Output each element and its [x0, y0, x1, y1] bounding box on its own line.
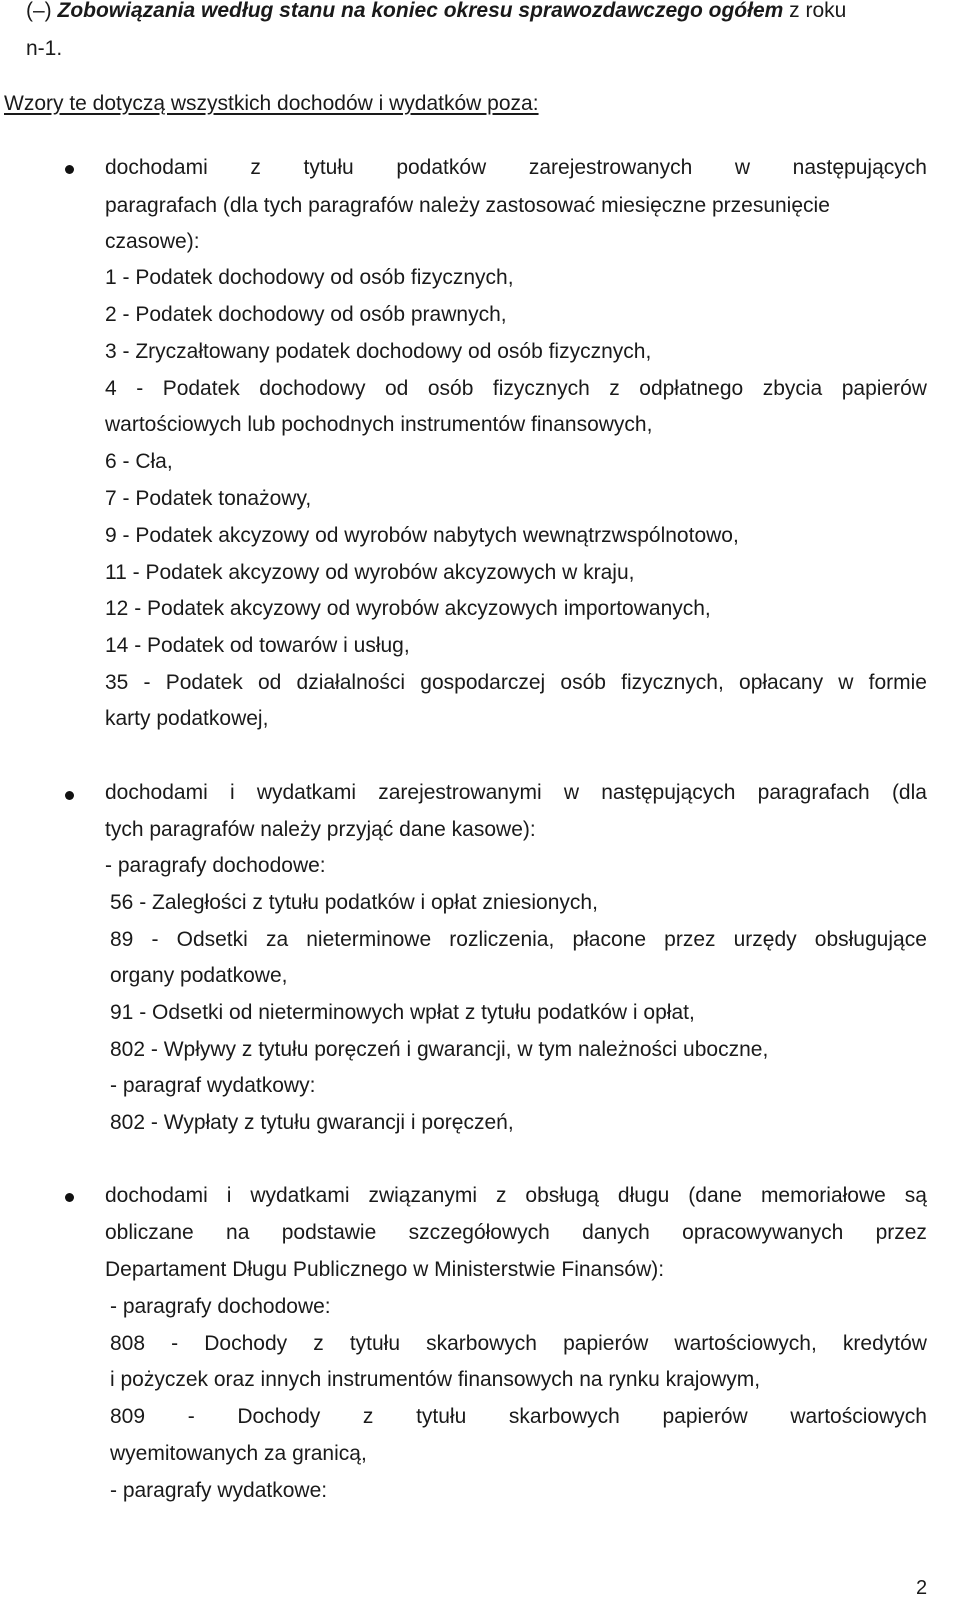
word: 89 — [110, 928, 134, 951]
word: tytułu — [303, 156, 354, 179]
word: zarejestrowanymi — [378, 781, 542, 804]
word: na — [226, 1221, 250, 1244]
header-line-2: n-1. — [26, 37, 63, 60]
section2-line-4: 56 - Zaległości z tytułu podatków i opłat zniesionych, — [110, 891, 598, 914]
word: wartościowych, — [674, 1332, 817, 1355]
bullet-icon — [65, 165, 74, 174]
word: memoriałowe — [760, 1184, 886, 1207]
section1-line-5: 2 - Podatek dochodowy od osób prawnych, — [105, 303, 507, 326]
word: dochodami — [105, 156, 208, 179]
section2-line-2: tych paragrafów należy przyjąć dane kasowe): — [105, 818, 536, 841]
section1-line-10: 7 - Podatek tonażowy, — [105, 487, 312, 510]
word: 808 — [110, 1332, 146, 1355]
word: paragrafach — [757, 781, 870, 804]
section1-line-9: 6 - Cła, — [105, 450, 173, 473]
word: i — [226, 1184, 232, 1207]
word: dochodami — [105, 781, 208, 804]
section1-line-6: 3 - Zryczałtowany podatek dochodowy od osób fizycznych, — [105, 340, 652, 363]
section2-line-3: - paragrafy dochodowe: — [105, 854, 326, 877]
section2-line-1 — [105, 778, 927, 808]
word: dochodami — [105, 1184, 208, 1207]
word: z — [609, 377, 620, 400]
word: skarbowych — [426, 1332, 537, 1355]
word: kredytów — [842, 1332, 927, 1355]
word: formie — [868, 671, 927, 694]
bullet-icon — [65, 1193, 74, 1202]
section2-line-5 — [110, 925, 927, 955]
word: osób — [560, 671, 606, 694]
word: obsługujące — [814, 928, 927, 951]
word: płacone — [572, 928, 647, 951]
word: (dane — [688, 1184, 742, 1207]
section2-line-6: organy podatkowe, — [110, 964, 288, 987]
word: - — [187, 1405, 195, 1428]
word: zbycia — [762, 377, 823, 400]
word: z — [362, 1405, 374, 1428]
section1-line-7 — [105, 374, 927, 404]
word: podatków — [396, 156, 487, 179]
section1-line-2: paragrafach (dla tych paragrafów należy zastosować miesięczne przesunięcie — [105, 194, 830, 217]
section3-line-6: i pożyczek oraz innych instrumentów finansowych na rynku krajowym, — [110, 1368, 761, 1391]
word: z — [495, 1184, 507, 1207]
word: fizycznych — [492, 377, 590, 400]
section2-line-7: 91 - Odsetki od nieterminowych wpłat z tytułu podatków i opłat, — [110, 1001, 695, 1024]
section3-line-9: - paragrafy wydatkowe: — [110, 1479, 328, 1502]
section1-line-4: 1 - Podatek dochodowy od osób fizycznych, — [105, 266, 514, 289]
section3-line-1 — [105, 1181, 927, 1211]
word: za — [265, 928, 289, 951]
word: gospodarczej — [420, 671, 546, 694]
section3-line-2 — [105, 1218, 927, 1248]
word: następujących — [792, 156, 927, 179]
section1-line-1 — [105, 153, 927, 183]
header-prefix: (–) — [26, 0, 58, 22]
section3-line-5 — [110, 1329, 927, 1359]
word: tytułu — [349, 1332, 401, 1355]
section3-line-8: wyemitowanych za granicą, — [110, 1442, 367, 1465]
section1-line-13: 12 - Podatek akcyzowy od wyrobów akcyzowych importowanych, — [105, 597, 711, 620]
word: 4 — [105, 377, 117, 400]
section1-line-3: czasowe): — [105, 230, 200, 253]
header-line-1 — [26, 0, 846, 26]
word: opracowywanych — [682, 1221, 844, 1244]
word: odpłatnego — [639, 377, 744, 400]
word: Dochody — [237, 1405, 321, 1428]
word: - — [143, 671, 151, 694]
word: w — [563, 781, 579, 804]
word: Dochody — [204, 1332, 288, 1355]
word: 809 — [110, 1405, 146, 1428]
word: w — [734, 156, 751, 179]
word: dochodowy — [259, 377, 366, 400]
section2-line-9: - paragraf wydatkowy: — [110, 1074, 316, 1097]
intro-text: Wzory te dotyczą wszystkich dochodów i wydatków poza: — [4, 92, 539, 115]
word: następujących — [601, 781, 736, 804]
word: długu — [617, 1184, 670, 1207]
word: działalności — [296, 671, 406, 694]
word: wydatkami — [250, 1184, 350, 1207]
word: fizycznych, — [621, 671, 724, 694]
header-bold-title: Zobowiązania według stanu na koniec okresu sprawozdawczego ogółem — [57, 0, 784, 22]
page-number: 2 — [916, 1577, 928, 1599]
word: (dla — [891, 781, 927, 804]
word: zarejestrowanych — [528, 156, 693, 179]
word: tytułu — [416, 1405, 467, 1428]
word: papierów — [563, 1332, 649, 1355]
word: z — [313, 1332, 324, 1355]
word: opłacany — [739, 671, 824, 694]
word: papierów — [841, 377, 927, 400]
section3-line-3: Departament Długu Publicznego w Ministerstwie Finansów): — [105, 1258, 665, 1281]
header-suffix: z roku — [783, 0, 847, 22]
section3-line-4: - paragrafy dochodowe: — [110, 1295, 331, 1318]
section1-line-12: 11 - Podatek akcyzowy od wyrobów akcyzowych w kraju, — [105, 561, 635, 584]
word: są — [904, 1184, 927, 1207]
word: papierów — [662, 1405, 748, 1428]
section1-line-14: 14 - Podatek od towarów i usług, — [105, 634, 410, 657]
word: Odsetki — [176, 928, 248, 951]
word: przez — [875, 1221, 927, 1244]
word: rozliczenia, — [449, 928, 555, 951]
word: wartościowych — [790, 1405, 927, 1428]
section1-line-15 — [105, 668, 927, 698]
word: z — [250, 156, 261, 179]
section2-line-10: 802 - Wypłaty z tytułu gwarancji i poręczeń, — [110, 1111, 514, 1134]
word: urzędy — [733, 928, 797, 951]
word: - — [151, 928, 159, 951]
word: skarbowych — [508, 1405, 620, 1428]
word: Podatek — [162, 377, 240, 400]
section1-line-8: wartościowych lub pochodnych instrumentów finansowych, — [105, 413, 653, 436]
section1-line-16: karty podatkowej, — [105, 707, 269, 730]
word: obsługą — [525, 1184, 599, 1207]
bullet-icon — [65, 791, 74, 800]
word: od — [385, 377, 409, 400]
section2-line-8: 802 - Wpływy z tytułu poręczeń i gwarancji, w tym należności uboczne, — [110, 1038, 769, 1061]
word: szczegółowych — [408, 1221, 550, 1244]
word: i — [229, 781, 235, 804]
word: w — [838, 671, 854, 694]
word: nieterminowe — [306, 928, 432, 951]
word: podstawie — [281, 1221, 377, 1244]
word: danych — [582, 1221, 650, 1244]
word: obliczane — [105, 1221, 194, 1244]
word: Podatek — [165, 671, 243, 694]
section3-line-7 — [110, 1402, 927, 1432]
section1-line-11: 9 - Podatek akcyzowy od wyrobów nabytych wewnątrzwspólnotowo, — [105, 524, 739, 547]
word: 35 — [105, 671, 129, 694]
word: wydatkami — [256, 781, 357, 804]
word: związanymi — [368, 1184, 477, 1207]
word: przez — [664, 928, 716, 951]
word: od — [257, 671, 282, 694]
word: osób — [427, 377, 474, 400]
word: - — [136, 377, 144, 400]
word: - — [171, 1332, 179, 1355]
